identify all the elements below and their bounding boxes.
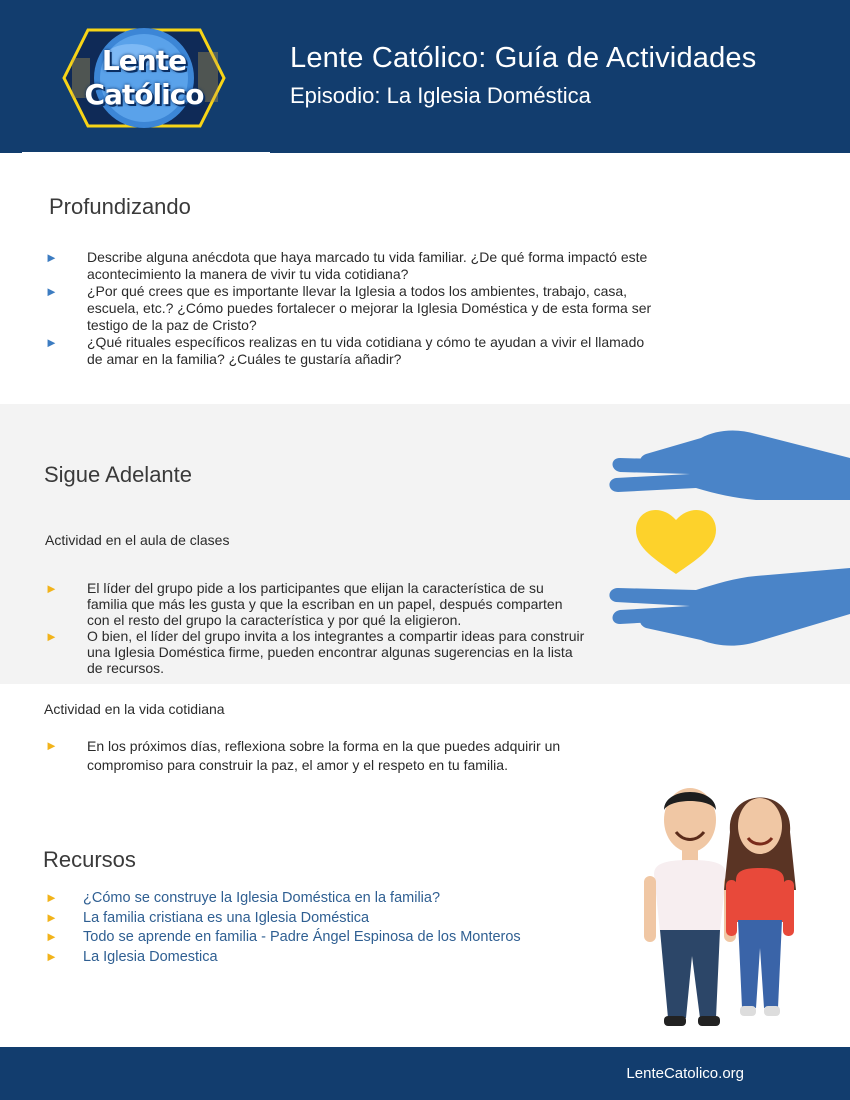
man-figure	[644, 788, 736, 1026]
aula-activity-label: Actividad en el aula de clases	[45, 532, 230, 548]
logo-line-1: Lente	[101, 44, 187, 77]
triangle-bullet-icon: ►	[45, 738, 58, 753]
resource-link[interactable]: ► Todo se aprende en familia - Padre Ángel Espinosa de los Monteros	[45, 929, 521, 945]
list-item: ► ¿Qué rituales específicos realizas en tu vida cotidiana y cómo te ayudan a vivir el llamado de amar en la familia? ¿Cuáles te gustaría añadir?	[45, 334, 645, 367]
episode-subtitle: Episodio: La Iglesia Doméstica	[290, 83, 591, 108]
vida-activity-list	[45, 737, 585, 775]
triangle-bullet-icon: ►	[45, 909, 58, 925]
aula-activity-list	[45, 580, 585, 676]
triangle-bullet-icon: ►	[45, 929, 58, 944]
website-link[interactable]: LenteCatolico.org	[626, 1065, 744, 1082]
triangle-bullet-icon: ►	[45, 890, 58, 905]
profundizando-list	[45, 249, 657, 368]
recursos-links	[45, 889, 605, 967]
list-item: ► El líder del grupo pide a los participantes que elijan la característica de su familia que más les gusta y que la escriban en un papel, después comparten con el resto del grupo la característica y por qué la eligieron.	[45, 580, 563, 628]
profundizando-heading: Profundizando	[49, 194, 191, 219]
page-title: Lente Católico: Guía de Actividades	[290, 42, 757, 74]
hands-heart-icon	[606, 428, 850, 648]
footer-bar	[0, 1047, 850, 1100]
list-item: ► O bien, el líder del grupo invita a los integrantes a compartir ideas para construir una Iglesia Doméstica firme, pueden encontrar algunas sugerencias en la lista de recursos.	[45, 628, 585, 676]
resource-link[interactable]: ► La Iglesia Domestica	[45, 948, 218, 965]
couple-illustration	[640, 780, 820, 1036]
vida-activity-label: Actividad en la vida cotidiana	[44, 701, 225, 717]
triangle-bullet-icon: ►	[45, 948, 58, 964]
resource-link[interactable]: ► La familia cristiana es una Iglesia Doméstica	[45, 909, 370, 926]
lente-catolico-logo[interactable]	[58, 22, 230, 134]
list-item: ► Describe alguna anécdota que haya marcado tu vida familiar. ¿De qué forma impactó este acontecimiento la manera de vivir tu vida cotidiana?	[45, 249, 648, 282]
triangle-bullet-icon: ►	[45, 250, 58, 265]
triangle-bullet-icon: ►	[45, 581, 58, 596]
header-banner	[0, 0, 850, 153]
triangle-bullet-icon: ►	[45, 629, 58, 644]
list-item: ► En los próximos días, reflexiona sobre la forma en la que puedes adquirir un compromiso para construir la paz, el amor y el respeto en tu familia.	[45, 738, 561, 773]
resource-link[interactable]: ► ¿Cómo se construye la Iglesia Doméstica en la familia?	[45, 890, 441, 906]
header-underline	[22, 152, 270, 155]
woman-figure	[724, 798, 796, 1017]
sigue-adelante-heading: Sigue Adelante	[44, 462, 193, 487]
list-item: ► ¿Por qué crees que es importante llevar la Iglesia a todos los ambientes, trabajo, casa, escuela, etc.? ¿Cómo puedes fortalecer o mejorar la Iglesia Doméstica y de esta forma ser testigo de la paz de Cristo?	[45, 283, 652, 333]
logo-line-2: Católico	[84, 78, 204, 111]
recursos-heading: Recursos	[43, 847, 136, 872]
triangle-bullet-icon: ►	[45, 335, 58, 350]
triangle-bullet-icon: ►	[45, 284, 58, 299]
